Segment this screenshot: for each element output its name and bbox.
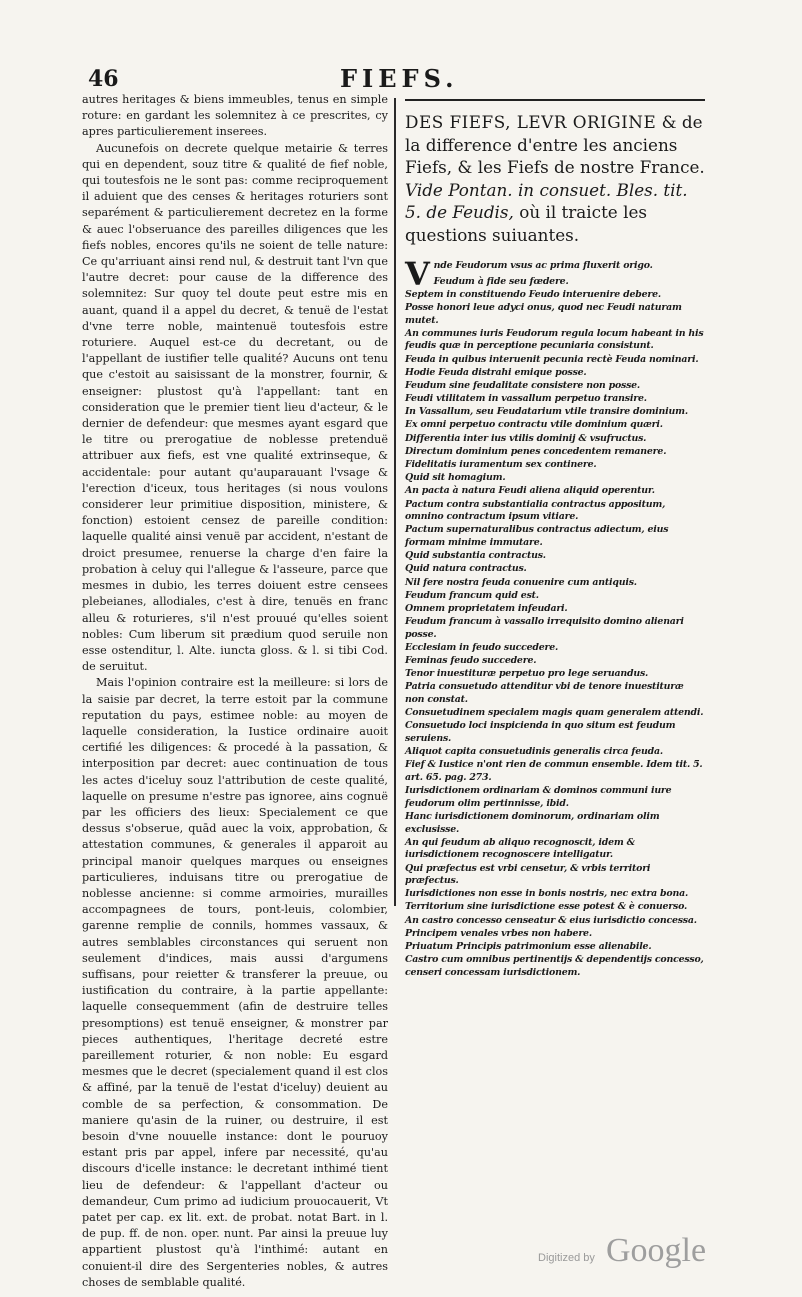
summary-item: Septem in constituendo Feudo interuenire debere. bbox=[405, 288, 661, 300]
summary-item: Castro cum omnibus pertinentijs & dependentijs concesso, censeri concessam iurisdictionem. bbox=[405, 954, 704, 978]
summary-item: Feudum francum à vassallo irrequisito domino alienari posse. bbox=[405, 616, 684, 640]
summary-item: Quid substantia contractus. bbox=[405, 550, 546, 562]
right-column bbox=[405, 99, 705, 980]
paragraph: Mais l'opinion contraire est la meilleure: si lors de la saisie par decret, la terre estoit par la commune reputation du pays, estimee noble: au moyen de laquelle consideration, la Iustice ordinaire auoit certifié les diligences: & procedé à la passation, & interposition par decret: auec continuation de tous les actes d'iceluy souz l'attribution de ceste qualité, laquelle on presume n'estre pas ignoree, ains cognuë par les officiers des lieux: Specialement ce que dessus s'obserue, quād auec la voix, approbation, & attestation communes, & generales il apparoit au principal manoir quelques marques ou enseignes particulieres, induisans titre ou prerogatiue de noblesse ancienne: si comme armoiries, murailles accompagnees de tours, pont-leuis, colombier, garenne remplie de connils, hommes vassaux, & autres semblables circonstances qui seruent non seulement d'indices, mais aussi d'argumens suffisans, pour reietter & transferer la preuue, ou iustification du contraire, à la partie appellante: laquelle consequemment (afin de destruire telles presomptions) est tenuë enseigner, & monstrer par pieces authentiques, l'heritage decreté estre pareillement roturier, & non noble: Eu esgard mesmes que le decret (specialement quand il est clos & affiné, par la tenuë de l'estat d'iceluy) deuient au comble de sa perfection, & consommation. De maniere qu'asin de la ruiner, ou destruire, il est besoin d'vne nouuelle instance: dont le pouruoy estant pris par appel, infere par necessité, qu'au discours d'icelle instance: le decretant inthimé tient lieu de defendeur: & l'appellant d'acteur ou demandeur, Cum primo ad iudicium prouocauerit, Vt patet per cap. ex lit. ext. de probat. notat Bart. in l. de pup. ff. de non. oper. nunt. Par ainsi la preuue luy appartient plustost qu'à l'inthimé: autant en conuient-il dire des Sergenteries nobles, & autres choses de semblable qualité. bbox=[82, 676, 388, 1289]
summary-item: Qui præfectus est vrbi censetur, & vrbis territori præfectus. bbox=[405, 862, 651, 887]
summary-item: Patria consuetudo attenditur vbi de tenore inuestituræ non constat. bbox=[405, 681, 684, 706]
column-divider bbox=[394, 98, 396, 906]
summary-item: Differentia inter ius vtilis dominij & vsufructus. bbox=[405, 432, 647, 444]
left-column-text bbox=[82, 92, 388, 1291]
summary-item: Priuatum Principis patrimonium esse alienabile. bbox=[405, 941, 652, 953]
section-top-rule bbox=[405, 99, 705, 101]
summary-list bbox=[405, 255, 705, 979]
summary-item: Omnem proprietatem infeudari. bbox=[405, 602, 568, 614]
summary-item: Territorium sine iurisdictione esse potest & è conuerso. bbox=[405, 901, 688, 913]
summary-item: Vnde Feudorum vsus ac prima fluxerit origo. bbox=[405, 255, 653, 293]
summary-item: Tenor inuestituræ perpetuo pro lege seruandus. bbox=[405, 668, 649, 680]
summary-item: Iurisdictiones non esse in bonis nostris, nec extra bona. bbox=[405, 888, 689, 900]
summary-item: Feudum à fide seu fœdere. bbox=[433, 275, 569, 287]
summary-item: Hanc iurisdictionem dominorum, ordinariam olim exclusisse. bbox=[405, 810, 660, 835]
summary-item: Hodie Feuda distrahi emique posse. bbox=[405, 366, 587, 378]
section-title-caps: DES FIEFS, LEVR ORIGINE bbox=[405, 112, 657, 132]
paragraph: Aucunefois on decrete quelque metairie & terres qui en dependent, souz titre & qualité de fief noble, qui toutesfois ne le sont pas: comme reciproquement il aduient que des censes & heritages roturiers sont separément & particulierement decretez en la forme & auec l'obseruance des pareilles diligences que les fiefs nobles, encores qu'ils ne soient de telle nature: Ce qu'arriuant ainsi rend nul, & destruit tant l'vn que l'autre decret: pour cause de la difference des solemnitez: Sur quoy tel doute peut estre mis en auant, quand il a appel du decret, & tenuë de l'estat d'vne terre noble, maintenuë toutesfois estre roturiere. Auquel est-ce du decretant, ou de l'appellant de iustifier telle qualité? Aucuns ont tenu que c'estoit au saisissant de la monstrer, fournir, & enseigner: plustost qu'à l'appellant: tant en consideration que le premier tient lieu d'acteur, & le dernier de defendeur: que mesmes ayant esgard que le titre ou prerogatiue de noblesse pretenduë attribuer aux fiefs, est vne qualité extrinseque, & accidentale: pour autant qu'auparauant l'vsage & l'erection d'iceux, tous heritages (si nous voulons considerer leur primitiue disposition, ministere, & fonction) estoient censez de pareille condition: laquelle qualité ainsi venuë par accident, n'estant de droict presumee, renuerse la charge d'en faire la probation à celuy qui l'allegue & l'asseure, parce que mesmes in dubio, les terres doiuent estre censees plebeianes, allodiales, c'est à dire, tenuës en franc alleu & roturieres, s'il n'est prouué qu'elles soient nobles: Cum liberum sit prædium quod seruile non esse ostenditur, l. Alte. iuncta gloss. & l. si tibi Cod. de seruitut. bbox=[82, 141, 388, 674]
summary-item: Quid natura contractus. bbox=[405, 563, 527, 575]
section-title-rest: & de la difference d'entre les anciens Fiefs, & les Fiefs de nostre France. bbox=[405, 112, 705, 177]
summary-item: Fidelitatis iuramentum sex continere. bbox=[405, 459, 597, 471]
page-number: 46 bbox=[88, 66, 119, 92]
summary-item: Ecclesiam in feudo succedere. bbox=[405, 641, 559, 653]
summary-item: Feudi vtilitatem in vassallum perpetuo transire. bbox=[405, 393, 647, 405]
summary-item: An pacta à natura Feudi aliena aliquid operentur. bbox=[405, 485, 655, 497]
summary-item: Aliquot capita consuetudinis generalis circa feuda. bbox=[405, 746, 663, 758]
summary-item: Principem venales vrbes non habere. bbox=[405, 927, 592, 939]
section-reference: Vide Pontan. in consuet. Bles. tit. 5. de Feudis, bbox=[405, 179, 688, 222]
summary-item: An castro concesso censeatur & eius iurisdictio concessa. bbox=[405, 914, 697, 926]
summary-item: Consuetudo loci inspicienda in quo situm est feudum seruiens. bbox=[405, 720, 676, 744]
summary-item: Consuetudinem specialem magis quam generalem attendi. bbox=[405, 707, 704, 719]
summary-item: Feudum sine feudalitate consistere non posse. bbox=[405, 379, 640, 391]
paragraph: autres heritages & biens immeubles, tenus en simple roture: en gardant les solemnitez à ce prescrites, cy apres particulierement inserees. bbox=[82, 93, 388, 139]
google-logo: Google bbox=[606, 1232, 707, 1269]
section-title bbox=[405, 111, 705, 246]
summary-item: Posse honori leue adyci onus, quod nec Feudi naturam mutet. bbox=[405, 301, 682, 326]
summary-item: Feminas feudo succedere. bbox=[405, 655, 537, 667]
summary-item: Pactum contra substantialia contractus appositum, omnino contractum ipsum vitiare. bbox=[405, 498, 666, 523]
section-reference-tail: où il traicte les questions suiuantes. bbox=[405, 202, 647, 245]
summary-item: Quid sit homagium. bbox=[405, 472, 506, 484]
summary-item: An communes iuris Feudorum regula locum habeant in his feudis quæ in perceptione pecuniaria consistunt. bbox=[405, 327, 704, 352]
digitized-by-label: Digitized by bbox=[538, 1252, 595, 1264]
summary-item: Iurisdictionem ordinariam & dominos communi iure feudorum olim pertinnisse, ibid. bbox=[405, 785, 672, 809]
summary-item: An qui feudum ab aliquo recognoscit, idem & iurisdictionem recognoscere intelligatur. bbox=[405, 836, 635, 861]
summary-item: Feuda in quibus interuenit pecunia rectè Feuda nominari. bbox=[405, 353, 699, 365]
running-title: FIEFS. bbox=[340, 64, 459, 93]
summary-item: Nil fere nostra feuda conuenire cum antiquis. bbox=[405, 576, 637, 588]
summary-item: In Vassallum, seu Feudatarium vtile transire dominium. bbox=[405, 406, 688, 418]
summary-item: Directum dominium penes concedentem remanere. bbox=[405, 445, 667, 457]
summary-item: Ex omni perpetuo contractu vtile dominium quæri. bbox=[405, 419, 663, 431]
summary-item: Feudum francum quid est. bbox=[405, 589, 539, 601]
summary-item: Pactum supernaturalibus contractus adiectum, eius formam minime immutare. bbox=[405, 524, 669, 548]
summary-item: Fief & Iustice n'ont rien de commun ensemble. Idem tit. 5. art. 65. pag. 273. bbox=[405, 759, 703, 783]
